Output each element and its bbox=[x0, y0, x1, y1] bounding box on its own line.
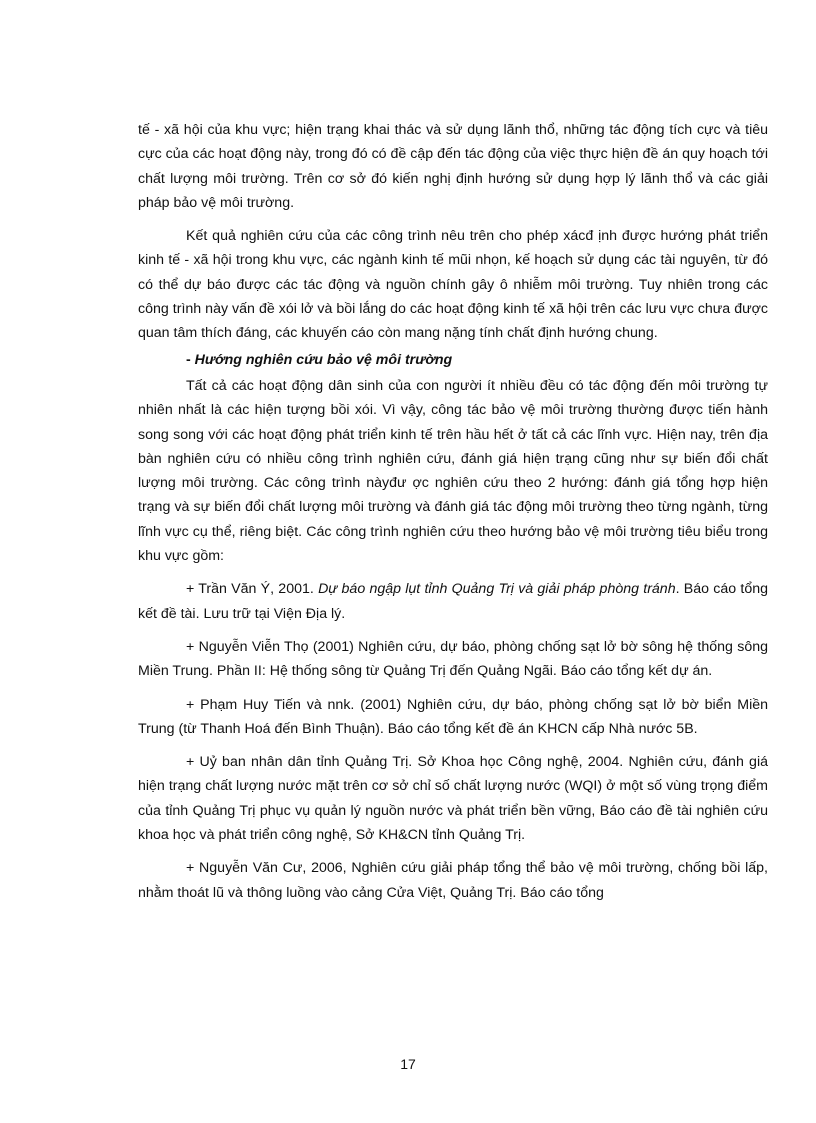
page-number: 17 bbox=[400, 1056, 416, 1072]
reference-item bbox=[138, 635, 768, 684]
heading-text: Hướng nghiên cứu bảo vệ môi trường bbox=[194, 351, 453, 368]
paragraph-results: Kết quả nghiên cứu của các công trình nêu trên cho phép xácđ ịnh được hướng phát triển kinh tế - xã hội trong khu vực, các ngành kinh tế mũi nhọn, kế hoạch sử dụng các tài nguyên, từ đó có thể dự báo được các tác động và nguồn chính gây ô nhiễm môi trường. Tuy nhiên trong các công trình này vấn đề xói lở và bồi lắng do các hoạt động kinh tế xã hội trên các lưu vực chưa được quan tâm thích đáng, các khuyến cáo còn mang nặng tính chất định hướng chung. bbox=[138, 228, 768, 342]
reference-title: Dự báo ngập lụt tỉnh Quảng Trị và giải pháp phòng tránh bbox=[318, 581, 676, 598]
reference-item bbox=[138, 577, 768, 626]
heading-dash: - bbox=[186, 351, 195, 368]
paragraph-continuation: tế - xã hội của khu vực; hiện trạng khai thác và sử dụng lãnh thổ, những tác động tích cực và tiêu cực của các hoạt động này, trong đó có đề cập đến tác động của việc thực hiện đề án quy hoạch tới chất lượng môi trường. Trên cơ sở đó kiến nghị định hướng sử dụng hợp lý lãnh thổ và các giải pháp bảo vệ môi trường. bbox=[138, 122, 768, 211]
reference-lead: + Trần Văn Ý, 2001. bbox=[186, 581, 319, 598]
paragraph-environment: Tất cả các hoạt động dân sinh của con người ít nhiều đều có tác động đến môi trường tự nhiên nhất là các hiện tượng bồi xói. Vì vậy, công tác bảo vệ môi trường thường được tiến hành song song với các hoạt động phát triển kinh tế trên hầu hết ở tất cả các lĩnh vực. Hiện nay, trên địa bàn nghiên cứu có nhiều công trình nghiên cứu, đánh giá hiện trạng cũng như sự biến đổi chất lượng môi trường. Các công trình nàyđư ợc nghiên cứu theo 2 hướng: đánh giá tổng hợp hiện trạng và sự biến đổi chất lượng môi trường và đánh giá tác động môi trường theo từng ngành, từng lĩnh vực cụ thể, riêng biệt. Các công trình nghiên cứu theo hướng bảo vệ môi trường tiêu biểu trong khu vực gồm: bbox=[138, 377, 768, 565]
reference-rest: . Báo cáo tổng kết đề tài. Lưu trữ tại Viện Địa lý. bbox=[138, 581, 768, 622]
reference-item bbox=[138, 693, 768, 742]
page-body bbox=[138, 118, 768, 905]
reference-lead: + Nguyễn Văn Cư, 2006, Nghiên cứu giải pháp tổng thể bảo vệ môi trường, chống bồi lấp, nhằm thoát lũ và thông luồng vào cảng Cửa Việt, Quảng Trị. Báo cáo tổng bbox=[138, 860, 768, 901]
reference-item bbox=[138, 856, 768, 905]
reference-lead: + Uỷ ban nhân dân tỉnh Quảng Trị. Sở Khoa học Công nghệ, 2004. Nghiên cứu, đánh giá hiện trạng chất lượng nước mặt trên cơ sở chỉ số chất lượng nước (WQI) ở một số vùng trọng điểm của tỉnh Quảng Trị phục vụ quản lý nguồn nước và phát triển bền vững, Báo cáo đề tài nghiên cứu khoa học và phát triển công nghệ, Sở KH&CN tỉnh Quảng Trị. bbox=[138, 754, 768, 844]
section-heading bbox=[138, 348, 768, 372]
reference-lead: + Nguyễn Viễn Thọ (2001) Nghiên cứu, dự báo, phòng chống sạt lở bờ sông hệ thống sông Miền Trung. Phần II: Hệ thống sông từ Quảng Trị đến Quảng Ngãi. Báo cáo tổng kết dự án. bbox=[138, 638, 768, 680]
reference-item bbox=[138, 750, 768, 847]
reference-lead: + Phạm Huy Tiến và nnk. (2001) Nghiên cứu, dự báo, phòng chống sạt lở bờ biển Miền Trung (từ Thanh Hoá đến Bình Thuận). Báo cáo tổng kết đề án KHCN cấp Nhà nước 5B. bbox=[138, 696, 768, 737]
